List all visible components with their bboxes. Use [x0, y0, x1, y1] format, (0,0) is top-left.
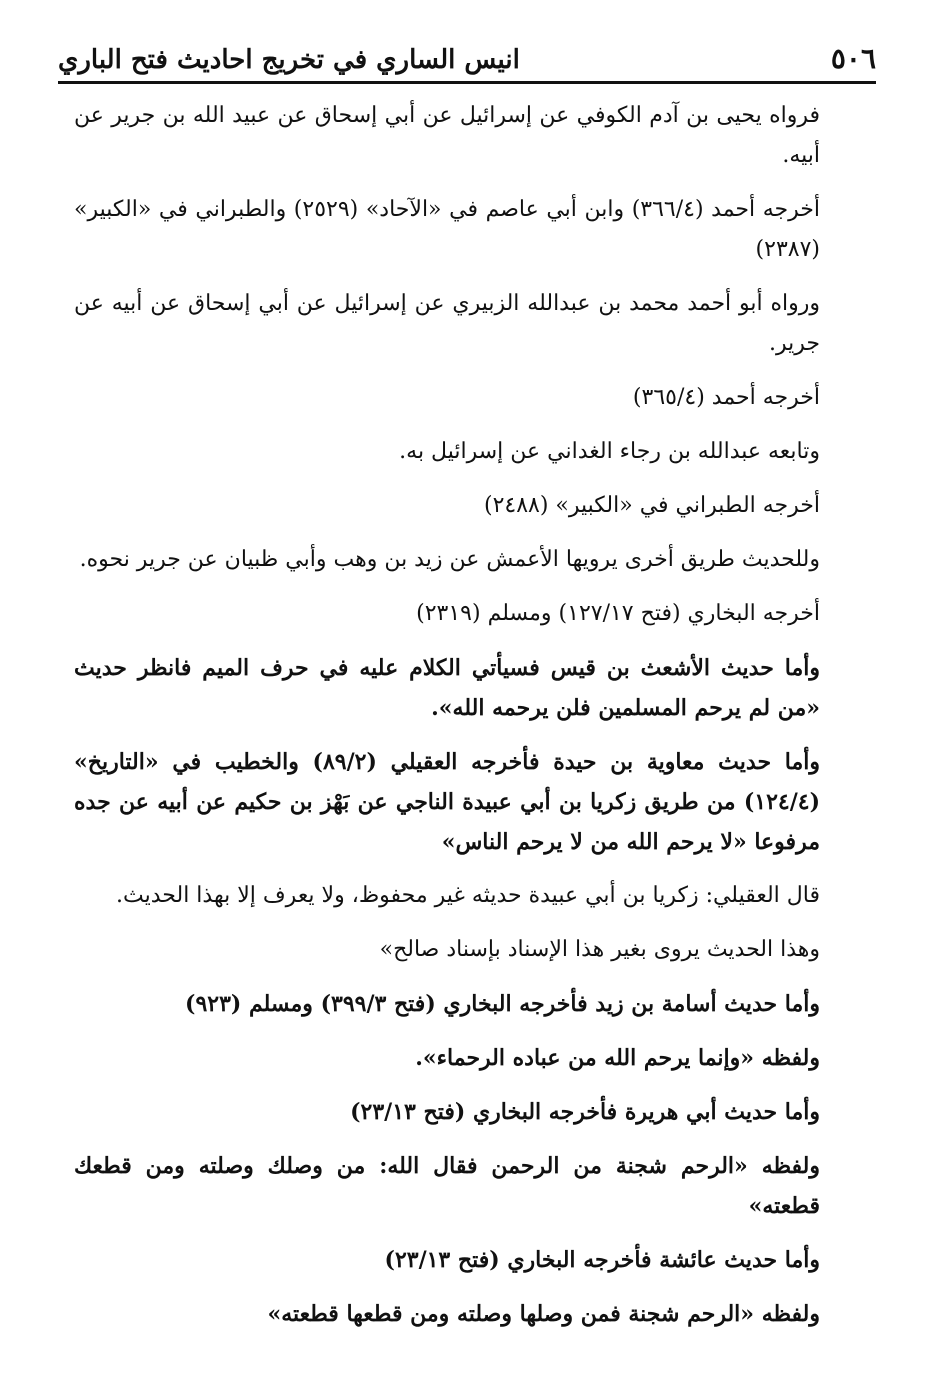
paragraph: قال العقيلي: زكريا بن أبي عبيدة حديثه غير محفوظ، ولا يعرف إلا بهذا الحديث.	[116, 883, 820, 908]
paragraph: وللحديث طريق أخرى يرويها الأعمش عن زيد بن وهب وأبي ظبيان عن جرير نحوه.	[79, 547, 820, 572]
paragraph: وأما حديث أبي هريرة فأخرجه البخاري (فتح ٢٣/١٣)	[350, 1099, 820, 1125]
paragraph: أخرجه الطبراني في «الكبير» (٢٤٨٨)	[483, 493, 820, 518]
paragraph: أخرجه أحمد (٣٦٦/٤) وابن أبي عاصم في «الآحاد» (٢٥٢٩) والطبراني في «الكبير» (٢٣٨٧)	[74, 197, 820, 262]
paragraph: وأما حديث عائشة فأخرجه البخاري (فتح ٢٣/١٣)	[384, 1247, 820, 1273]
page-body	[74, 96, 820, 1348]
paragraph: وأما حديث أسامة بن زيد فأخرجه البخاري (فتح ٣٩٩/٣) ومسلم (٩٢٣)	[185, 991, 820, 1017]
paragraph: وهذا الحديث يروى بغير هذا الإسناد بإسناد صالح»	[379, 937, 820, 962]
paragraph: وتابعه عبدالله بن رجاء الغداني عن إسرائيل به.	[399, 439, 820, 464]
paragraph: وأما حديث الأشعث بن قيس فسيأتي الكلام عليه في حرف الميم فانظر حديث «من لم يرحم المسلمين فلن يرحمه الله».	[74, 655, 820, 721]
paragraph: ولفظه «وإنما يرحم الله من عباده الرحماء».	[415, 1045, 820, 1071]
paragraph: ورواه أبو أحمد محمد بن عبدالله الزبيري عن إسرائيل عن أبي إسحاق عن أبيه عن جرير.	[74, 291, 820, 356]
paragraph: ولفظه «الرحم شجنة من الرحمن فقال الله: من وصلك وصلته ومن قطعك قطعته»	[74, 1153, 820, 1219]
paragraph: أخرجه أحمد (٣٦٥/٤)	[632, 385, 820, 410]
running-title: انيس الساري في تخريج احاديث فتح الباري	[58, 45, 520, 75]
page-number: ٥٠٦	[830, 42, 876, 75]
paragraph: وأما حديث معاوية بن حيدة فأخرجه العقيلي (٨٩/٢) والخطيب في «التاريخ» (١٢٤/٤) من طريق زكريا بن أبي عبيدة الناجي عن بَهْز بن حكيم عن أبيه عن جده مرفوعا «لا يرحم الله من لا يرحم الناس»	[74, 749, 820, 855]
paragraph: ولفظه «الرحم شجنة فمن وصلها وصلته ومن قطعها قطعته»	[267, 1301, 820, 1327]
paragraph: أخرجه البخاري (فتح ١٢٧/١٧) ومسلم (٢٣١٩)	[416, 601, 820, 626]
paragraph: فرواه يحيى بن آدم الكوفي عن إسرائيل عن أبي إسحاق عن عبيد الله بن جرير عن أبيه.	[74, 103, 820, 168]
page-header	[58, 26, 876, 84]
